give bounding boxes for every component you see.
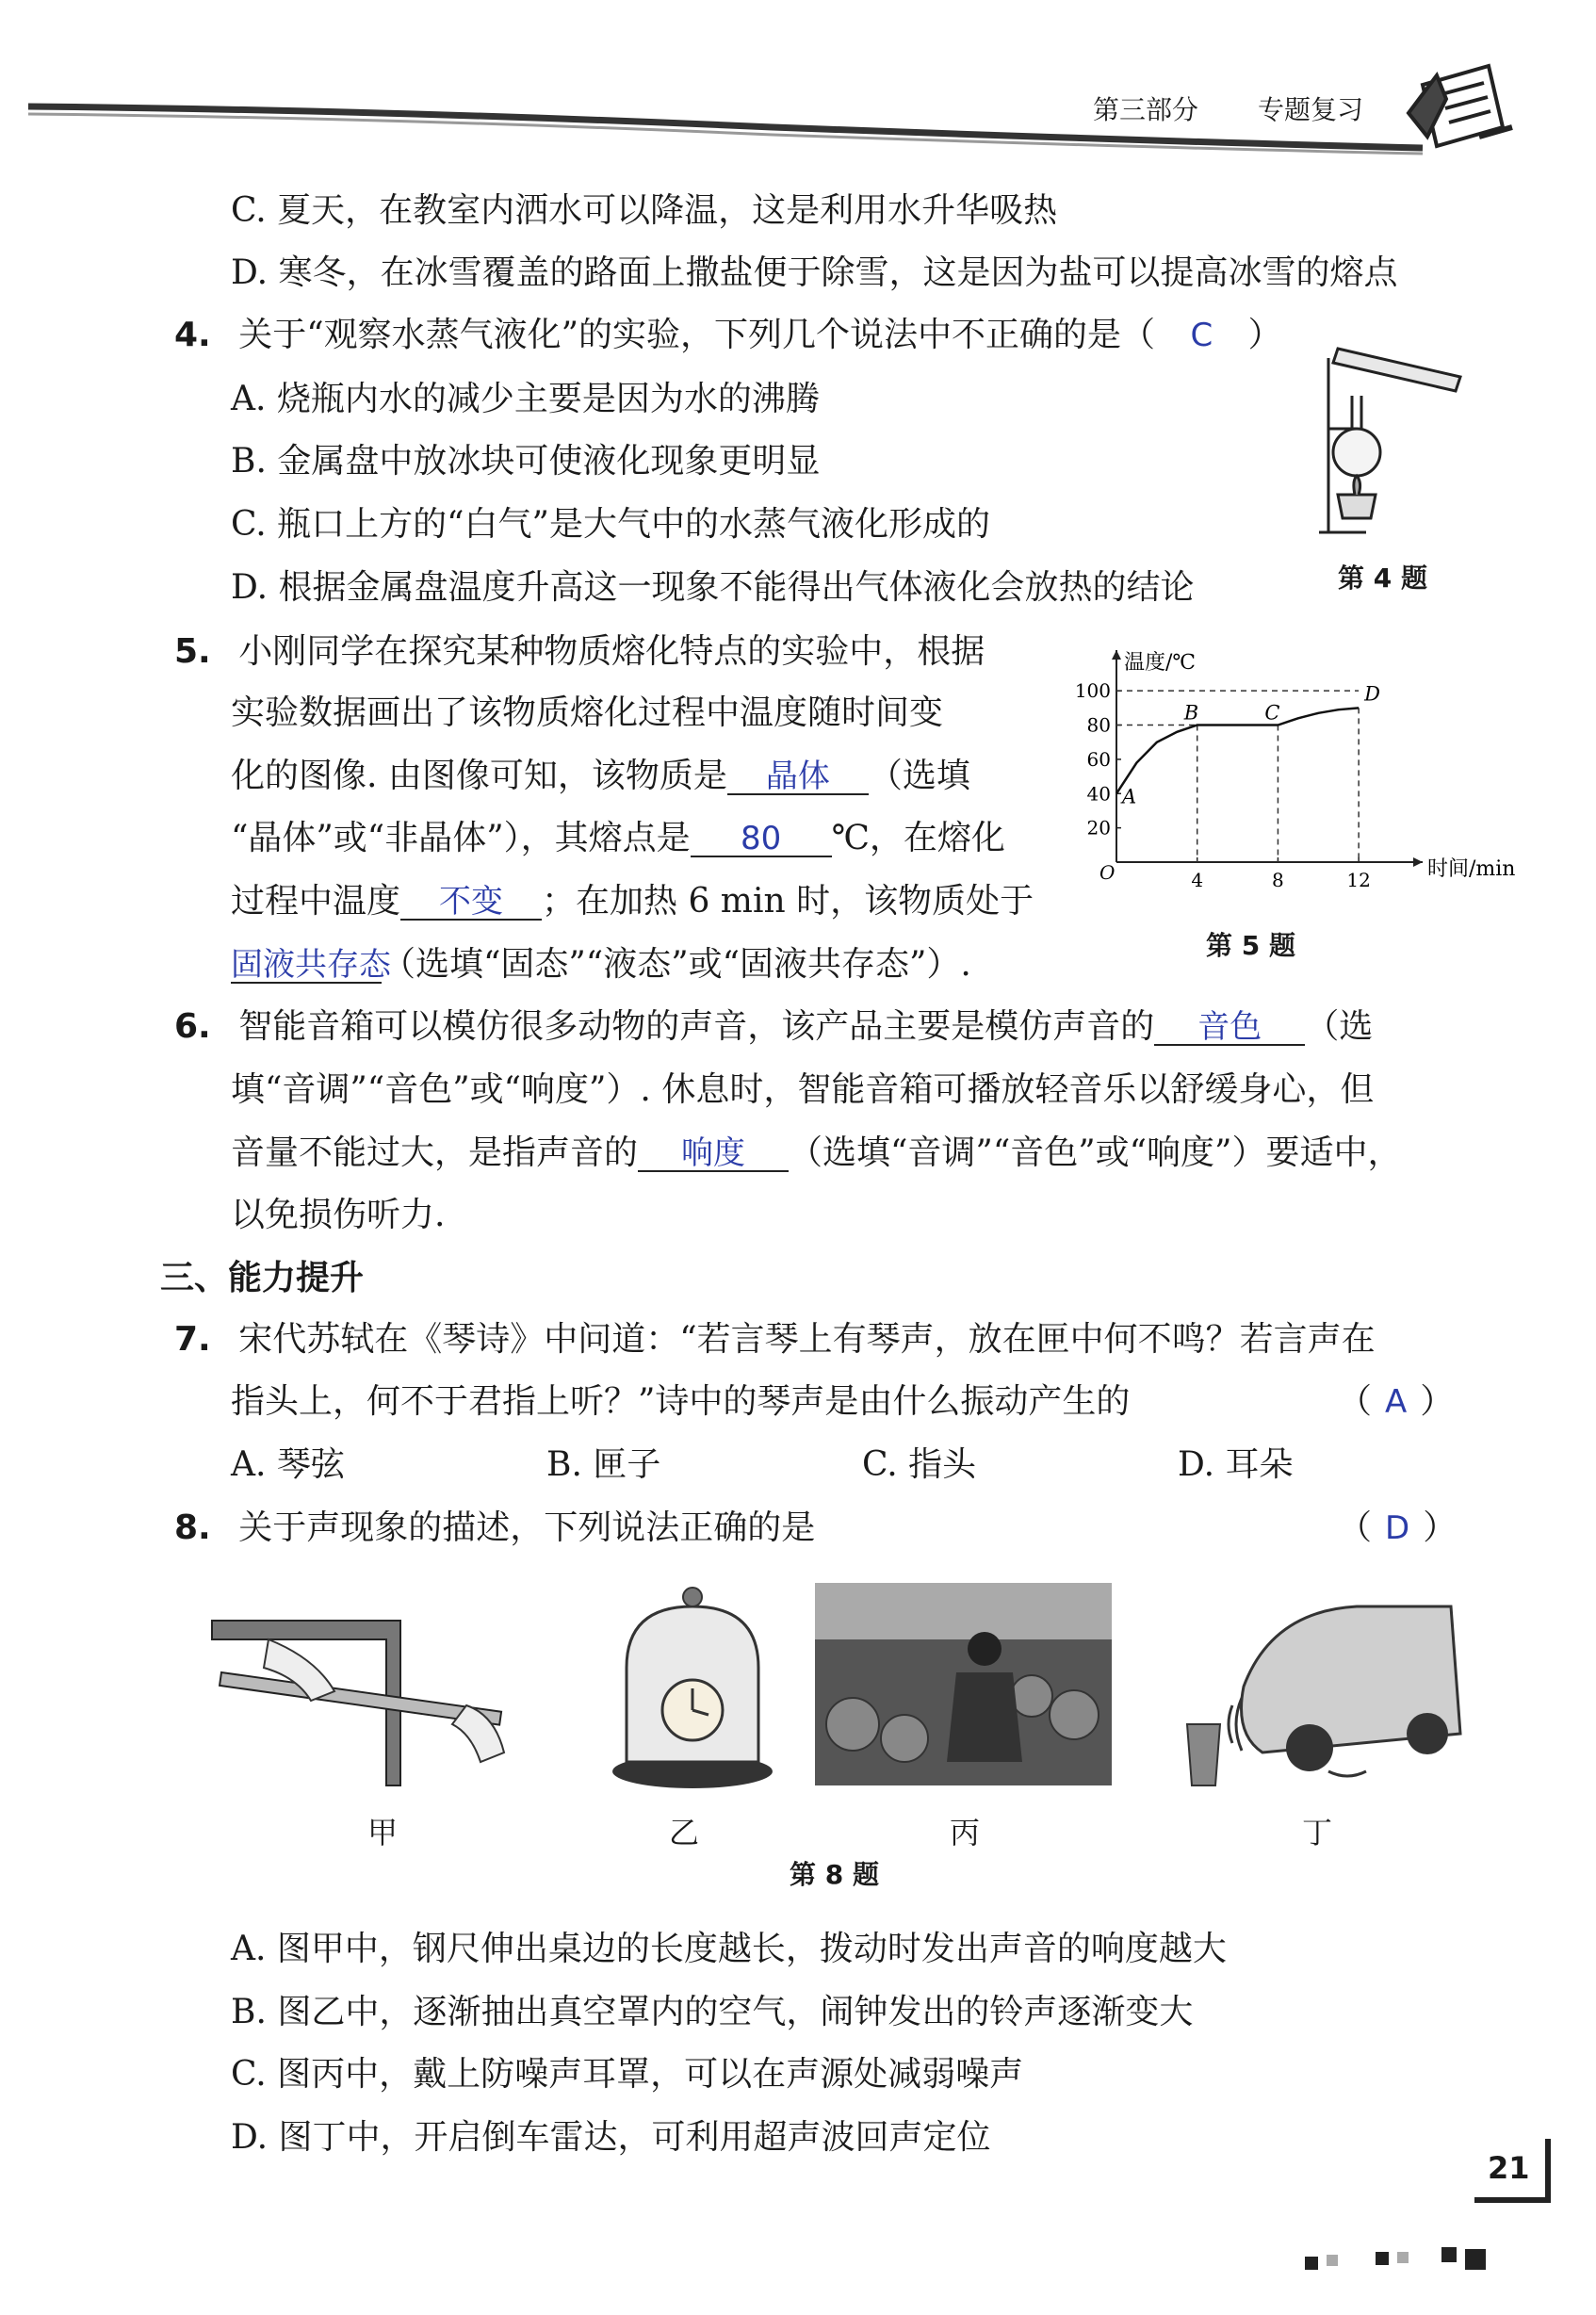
- q8-answer: D: [1385, 1509, 1410, 1547]
- q5-line5: [231, 881, 1034, 922]
- q8-answer-bracket: [1338, 1508, 1457, 1549]
- q7-open-paren: （: [1338, 1382, 1373, 1421]
- y-axis-label: 温度/℃: [1124, 651, 1197, 675]
- q4-option-c: C. 瓶口上方的“白气”是大气中的水蒸气液化形成的: [231, 505, 990, 544]
- q5-line4-b: ℃，在熔化: [831, 819, 1005, 857]
- header-swoosh: [19, 90, 1432, 155]
- series-line: [1116, 708, 1359, 793]
- q5-line4: [231, 818, 1005, 859]
- footer-dots-decoration: [1300, 2238, 1555, 2285]
- q5-line6: [231, 944, 971, 986]
- q6-line3: [231, 1133, 1401, 1174]
- q5-line3-a: 化的图像. 由图像可知，该物质是: [231, 757, 727, 795]
- q7-line1: [174, 1319, 1376, 1361]
- x-tick-label: 12: [1346, 869, 1371, 891]
- q5-number: 5.: [174, 632, 211, 671]
- q6-line1-b: （选: [1305, 1007, 1374, 1046]
- y-tick-label: 20: [1086, 816, 1111, 840]
- point-label: A: [1122, 785, 1137, 808]
- point-label: D: [1364, 682, 1380, 706]
- q6-answer-2: 响度: [681, 1134, 746, 1172]
- q8-figure-ding-car: [1168, 1592, 1465, 1790]
- x-axis-label: 时间/min: [1427, 857, 1516, 881]
- header-section: 第三部分: [1093, 94, 1199, 125]
- q7-option-b: B. 匣子: [546, 1445, 661, 1484]
- q8-stem: [174, 1508, 815, 1549]
- q8-number: 8.: [174, 1508, 211, 1547]
- q4-option-b: B. 金属盘中放冰块可使液化现象更明显: [231, 442, 821, 481]
- section-title: 三、能力提升: [160, 1259, 365, 1297]
- q6-line3-b: （选填“音调”“音色”或“响度”）要适中，: [789, 1133, 1402, 1172]
- q5-line3-b: （选填: [868, 757, 970, 795]
- q6-line2: 填“音调”“音色”或“响度”）. 休息时，智能音箱可播放轻音乐以舒缓身心，但: [231, 1070, 1375, 1109]
- q5-line1-text: 小刚同学在探究某种物质熔化特点的实验中，根据: [238, 632, 985, 671]
- q8-option-a: A. 图甲中，钢尺伸出桌边的长度越长，拨动时发出声音的响度越大: [231, 1930, 1227, 1968]
- q4-option-a: A. 烧瓶内水的减少主要是因为水的沸腾: [231, 380, 820, 418]
- y-tick-label: 40: [1086, 782, 1111, 806]
- x-tick-label: 4: [1191, 869, 1204, 891]
- q7-option-c: C. 指头: [862, 1445, 977, 1484]
- q5-answer-4: 固液共存态: [231, 946, 391, 984]
- q3-option-c: C. 夏天，在教室内洒水可以降温，这是利用水升华吸热: [231, 191, 1058, 230]
- q8-label-bing: 丙: [950, 1815, 981, 1850]
- y-tick-label: 80: [1086, 713, 1111, 737]
- q8-label-jia: 甲: [367, 1815, 399, 1850]
- q4-stem-text: 关于“观察水蒸气液化”的实验，下列几个说法中不正确的是（: [238, 316, 1155, 354]
- q8-label-ding: 丁: [1302, 1815, 1333, 1850]
- q5-line1: [174, 631, 985, 673]
- q4-option-d: D. 根据金属盘温度升高这一现象不能得出气体液化会放热的结论: [231, 568, 1195, 607]
- point-label: B: [1183, 701, 1199, 725]
- q6-line1-a: 智能音箱可以模仿很多动物的声音，该产品主要是模仿声音的: [238, 1007, 1155, 1046]
- x-axis-arrow: [1413, 857, 1423, 867]
- q8-figure-yi-belljar: [603, 1583, 782, 1795]
- q8-open-paren: （: [1338, 1508, 1373, 1547]
- q8-option-d: D. 图丁中，开启倒车雷达，可利用超声波回声定位: [231, 2118, 991, 2157]
- q6-line3-a: 音量不能过大，是指声音的: [231, 1133, 639, 1172]
- q4-apparatus-figure: [1300, 330, 1460, 537]
- q6-answer-1: 音色: [1197, 1008, 1262, 1046]
- clipboard-icon: [1404, 57, 1517, 151]
- q5-line5-b: ；在加热 6 min 时，该物质处于: [542, 882, 1034, 921]
- q8-close-paren: ）: [1423, 1508, 1458, 1547]
- q3-option-d: D. 寒冬，在冰雪覆盖的路面上撒盐便于除雪，这是因为盐可以提高冰雪的熔点: [231, 253, 1398, 292]
- q7-line1-text: 宋代苏轼在《琴诗》中问道：“若言琴上有琴声，放在匣中何不鸣？若言声在: [238, 1320, 1376, 1359]
- q8-option-c: C. 图丙中，戴上防噪声耳罩，可以在声源处减弱噪声: [231, 2055, 1024, 2094]
- q8-figure-caption: 第 8 题: [790, 1859, 879, 1890]
- q5-answer-1: 晶体: [765, 758, 830, 795]
- q6-line4: 以免损伤听力.: [231, 1196, 446, 1234]
- q5-line5-a: 过程中温度: [231, 882, 401, 921]
- q5-line6-b: （选填“固态”“液态”或“固液共存态”）.: [382, 945, 971, 984]
- q4-number: 4.: [174, 316, 211, 354]
- q4-answer: C: [1190, 317, 1213, 354]
- q7-answer: A: [1385, 1383, 1408, 1421]
- q5-answer-3: 不变: [439, 883, 504, 921]
- page-number-box: [1474, 2139, 1551, 2203]
- q7-option-d: D. 耳朵: [1178, 1445, 1294, 1484]
- q7-line2: 指头上，何不于君指上听？”诗中的琴声是由什么振动产生的: [231, 1382, 1131, 1421]
- q6-line1: [174, 1006, 1373, 1048]
- point-label: C: [1264, 701, 1280, 725]
- q7-option-a: A. 琴弦: [231, 1445, 345, 1484]
- origin-label: O: [1099, 861, 1116, 884]
- q5-temperature-chart: [1060, 650, 1516, 914]
- q5-line3: [231, 756, 970, 797]
- q5-answer-2: 80: [740, 820, 782, 857]
- q8-figure-bing-factory: [815, 1583, 1112, 1785]
- q8-option-b: B. 图乙中，逐渐抽出真空罩内的空气，闹钟发出的铃声逐渐变大: [231, 1993, 1194, 2031]
- q8-label-yi: 乙: [669, 1815, 700, 1850]
- q7-number: 7.: [174, 1320, 211, 1359]
- q8-figure-jia-ruler: [212, 1602, 532, 1790]
- q8-stem-text: 关于声现象的描述，下列说法正确的是: [238, 1508, 816, 1547]
- q7-answer-bracket: [1338, 1381, 1454, 1423]
- q5-line4-a: “晶体”或“非晶体”），其熔点是: [231, 819, 691, 857]
- y-tick-label: 100: [1074, 679, 1111, 703]
- header-topic: 专题复习: [1258, 94, 1364, 125]
- q4-close-paren: ）: [1247, 316, 1282, 354]
- q5-line2: 实验数据画出了该物质熔化过程中温度随时间变: [231, 693, 944, 732]
- q4-stem: [174, 315, 1282, 356]
- q4-figure-caption: 第 4 题: [1338, 562, 1427, 594]
- x-tick-label: 8: [1272, 869, 1284, 891]
- y-axis-arrow: [1112, 650, 1121, 660]
- q7-close-paren: ）: [1420, 1382, 1455, 1421]
- y-tick-label: 60: [1086, 747, 1111, 771]
- page-number: 21: [1488, 2150, 1530, 2186]
- q6-number: 6.: [174, 1007, 211, 1046]
- q5-figure-caption: 第 5 题: [1206, 930, 1295, 961]
